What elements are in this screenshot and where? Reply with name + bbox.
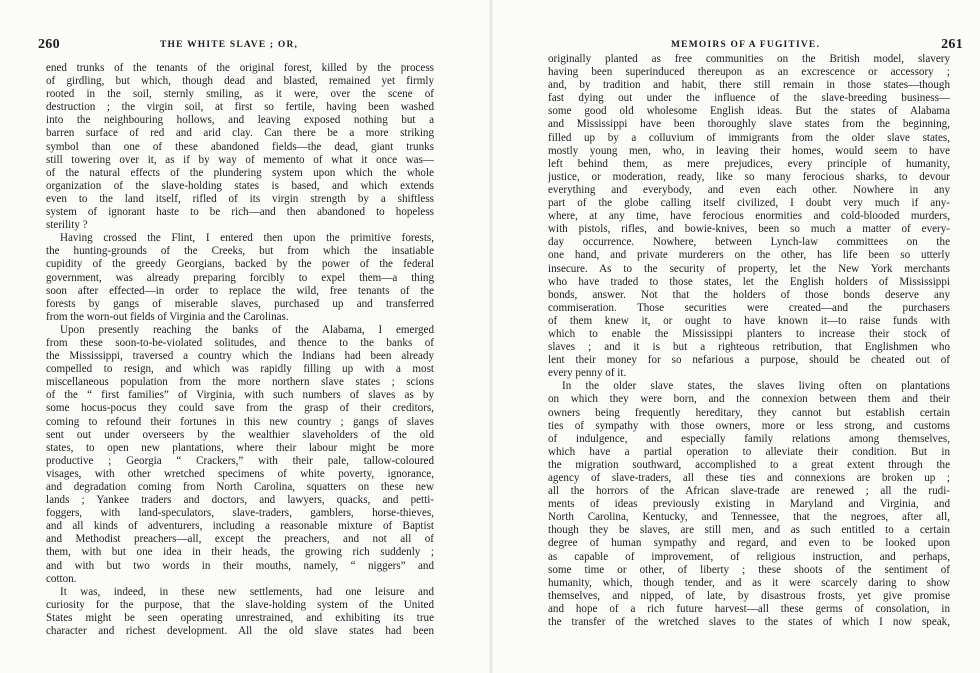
text-line: sterility ?: [46, 219, 88, 232]
text-line: mostly young men, who, in leaving their homes, would seem to have: [548, 144, 950, 157]
text-line: originally planted as free communities on the British model, slavery: [548, 53, 950, 65]
text-line: visages, with other wretched specimens of white poverty, ignorance,: [46, 467, 434, 480]
text-line: Upon presently reaching the banks of the Alabama, I emerged: [60, 323, 434, 336]
right-page: [493, 0, 980, 673]
text-line: everything and everybody, and even each other. Nowhere in any: [548, 183, 950, 196]
text-line: left behind them, as mere prejudices, every principle of humanity,: [548, 157, 950, 170]
text-line: part of the globe calling itself civilized, I doubt very much if any-: [548, 197, 950, 210]
text-line: agency of slave-traders, all these ties and connexions are broken up ;: [548, 472, 950, 484]
text-line: still towering over it, as if by way of memento of what it once was—: [46, 153, 434, 166]
text-line: forests by gangs of miserable slaves, purchased up and transferred: [46, 297, 434, 310]
text-line: of indulgence, and especially family relations among themselves,: [548, 432, 950, 445]
left-page: [0, 0, 489, 673]
text-line: and, by tradition and habit, there still remain in those states—though: [548, 79, 950, 92]
text-line: filled up by a colluvium of immigrants from the older slave states,: [548, 131, 950, 144]
text-line: and Mississippi have been thoroughly slave states from the beginning,: [548, 118, 950, 131]
text-line: into the neighbouring hollows, and leaving exposed nothing but a: [46, 114, 434, 127]
text-line: of the “ first families” of Virginia, with such numbers of slaves as by: [46, 389, 434, 402]
right-page-header: [553, 37, 963, 53]
left-running-title: THE WHITE SLAVE ; OR,: [160, 40, 299, 50]
text-line: the hunting-grounds of the Creeks, but from which the insatiable: [46, 245, 434, 258]
text-line: symbol than one of these abandoned fields—the dead, giant trunks: [46, 140, 434, 153]
text-line: character and richest development. All the old slave states had been: [46, 625, 434, 638]
text-line: ties of sympathy with those owners, more or less strong, and customs: [548, 419, 950, 432]
text-line: fast dying out under the influence of the slave-breeding business—: [548, 92, 950, 105]
text-line: cupidity of the greedy Georgians, backed by the power of the federal: [46, 258, 434, 271]
text-line: of them knew it, or ought to have known it—to raise funds with: [548, 314, 950, 327]
text-line: degree of human sympathy and regard, and even to be looked upon: [548, 537, 950, 550]
text-line: justice, or moderation, ready, like so many ferocious sharks, to devour: [548, 170, 950, 183]
text-line: foggers, with land-speculators, slave-traders, gamblers, horse-thieves,: [46, 507, 434, 520]
right-page-number: 261: [941, 37, 963, 52]
text-line: states, to open new plantations, where their labour might be more: [46, 441, 434, 454]
text-line: ened trunks of the tenants of the original forest, killed by the process: [46, 62, 434, 74]
text-line: cotton.: [46, 572, 77, 585]
text-line: system of ignorant haste to be rich—and then abandoned to hopeless: [46, 206, 434, 219]
text-line: some hocus-pocus they could save from the grasp of their creditors,: [46, 402, 434, 415]
text-line: compelled to resign, and which was rapidly filling up with a most: [46, 363, 434, 376]
text-line: barren surface of red and arid clay. Can there be a more striking: [46, 127, 434, 140]
text-line: insecure. As to the security of property, let the New York merchants: [548, 262, 950, 275]
text-line: Having crossed the Flint, I entered then upon the primitive forests,: [60, 232, 434, 245]
text-line: all the horrors of the African slave-trade are renewed ; all the rudi-: [548, 485, 950, 498]
left-page-body: [46, 62, 434, 638]
text-line: from the worn-out fields of Virginia and the Carolinas.: [46, 310, 289, 323]
text-line: where, at any time, have ferocious enormities and cold-blooded murders,: [548, 210, 950, 223]
text-line: destruction ; the virgin soil, at first so fertile, having been washed: [46, 101, 434, 114]
text-line: owners being frequently hereditary, they cannot but establish certain: [548, 406, 950, 419]
left-page-number: 260: [38, 37, 60, 52]
text-line: lent their money for so nefarious a purpose, should be cheated out of: [548, 354, 950, 367]
text-line: sent out under overseers by the wealthier slaveholders of the old: [46, 428, 434, 441]
text-line: organization of the slave-holding states is based, and which extends: [46, 179, 434, 192]
text-line: of the natural effects of the plundering system upon which the whole: [46, 166, 434, 179]
text-line: ments of ideas previously existing in Maryland and Virginia, and: [548, 498, 950, 511]
text-line: rooted in the soil, sternly smiling, as it were, over the scene of: [46, 88, 434, 101]
text-line: of girdling, but which, though dead and blasted, remained yet firmly: [46, 75, 434, 88]
text-line: day occurrence. Nowhere, between Lynch-law committees on the: [548, 236, 950, 249]
text-line: commiseration. Those securities were created—and the purchasers: [548, 301, 950, 314]
text-line: the migration southward, accomplished to a great extent through the: [548, 458, 950, 471]
text-line: themselves, and nipped, of late, by disastrous frosts, yet give promise: [548, 589, 950, 602]
text-line: and hope of a rich future harvest—all these germs of consolation, in: [548, 602, 950, 615]
text-line: having been superinduced thereupon as an excrescence or accessory ;: [548, 66, 950, 79]
text-line: miscellaneous population from the more northern slave states ; scions: [46, 376, 434, 389]
text-line: and degradation coming from North Carolina, squatters on these new: [46, 481, 434, 493]
text-line: the Mississippi, traversed a country which the Indians had been already: [46, 350, 434, 363]
text-line: and Methodist preachers—all, except the preachers, and not all of: [46, 533, 434, 546]
text-line: some good old wholesome English ideas. But the states of Alabama: [548, 105, 950, 118]
text-line: some time or other, of liberty ; these shoots of the sentiment of: [548, 563, 950, 576]
text-line: even to the land itself, rifled of its virgin strength by a shiftless: [46, 192, 434, 205]
text-line: In the older slave states, the slaves living often on plantations: [562, 380, 950, 393]
text-line: and with but two words in their mouths, namely, “ niggers” and: [46, 559, 434, 572]
text-line: the transfer of the wretched slaves to the states of which I now speak,: [548, 616, 950, 629]
text-line: government, was already preparing forcibly to expel them—a thing: [46, 271, 434, 284]
text-line: coming to refound their fortunes in this new country ; gangs of slaves: [46, 415, 434, 428]
text-line: who have traded to those states, let the English holders of Mississippi: [548, 275, 950, 288]
text-line: humanity, which, though tender, and as it were scarcely daring to show: [548, 576, 950, 589]
right-running-title: MEMOIRS OF A FUGITIVE.: [671, 40, 821, 50]
text-line: from these soon-to-be-violated solitudes, and thence to the banks of: [46, 336, 434, 349]
text-line: them, with but one idea in their heads, the growing rich suddenly ;: [46, 546, 434, 559]
text-line: soon after effected—in order to replace the wild, free tenants of the: [46, 284, 434, 297]
text-line: and all kinds of adventurers, including a reasonable mixture of Baptist: [46, 520, 434, 533]
text-line: curiosity for the purpose, that the slave-holding system of the United: [46, 598, 434, 611]
text-line: bonds, answer. Not that the holders of those bonds deserve any: [548, 288, 950, 301]
text-line: every penny of it.: [548, 367, 627, 380]
text-line: one hand, and private murderers on the other, has life been so utterly: [548, 249, 950, 262]
text-line: North Carolina, Kentucky, and Tennessee, that the negroes, after all,: [548, 511, 950, 524]
text-line: though they be slaves, are still men, and as such entitled to a certain: [548, 524, 950, 537]
text-line: which to enable the Mississippi planters to increase their stock of: [548, 327, 950, 340]
text-line: slaves ; and it is but a righteous retribution, that Englishmen who: [548, 341, 950, 354]
text-line: productive ; Georgia “ Crackers,” with their pale, tallow-coloured: [46, 454, 434, 467]
right-page-body: [548, 53, 950, 629]
text-line: lands ; Yankee traders and doctors, and lawyers, quacks, and petti-: [46, 494, 434, 507]
text-line: as capable of improvement, of religious instruction, and perhaps,: [548, 550, 950, 563]
text-line: with pistols, rifles, and bowie-knives, been so much a matter of every-: [548, 223, 950, 236]
text-line: on which they were born, and the connexion between them and their: [548, 393, 950, 406]
text-line: which have a partial operation to alleviate their condition. But in: [548, 445, 950, 458]
text-line: States might be seen operating unrestrained, and exhibiting its true: [46, 611, 434, 624]
left-page-header: [38, 37, 434, 53]
text-line: It was, indeed, in these new settlements, had one leisure and: [60, 585, 434, 598]
